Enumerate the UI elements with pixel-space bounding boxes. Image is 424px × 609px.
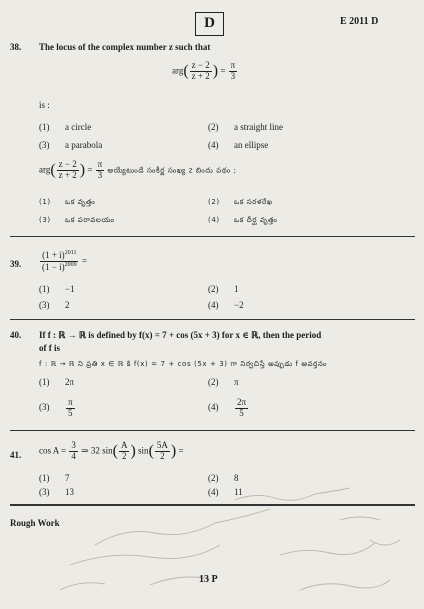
formula-denominator: z + 2 [191, 70, 210, 81]
q38-option-1[interactable]: (1) a circle [39, 122, 92, 132]
exam-code: E 2011 D [340, 16, 379, 27]
q39-option-4[interactable]: (4) −2 [208, 300, 244, 310]
question-40-number: 40. [10, 330, 22, 340]
question-38-text: The locus of the complex number z such that [39, 42, 211, 52]
q38-telugu-option-1[interactable]: (1) ఒక వృత్తం [39, 198, 96, 206]
q41-option-3[interactable]: (3) 13 [39, 487, 74, 497]
q38-option-2[interactable]: (2) a straight line [208, 122, 283, 132]
q39-option-3[interactable]: (3) 2 [39, 300, 70, 310]
q39-option-1[interactable]: (1) −1 [39, 284, 75, 294]
q38-telugu-option-2[interactable]: (2) ఒక సరళరేఖ [208, 198, 273, 206]
q40-option-1[interactable]: (1) 2π [39, 377, 75, 387]
divider-rough-work [10, 504, 415, 506]
q41-option-4[interactable]: (4) 11 [208, 487, 243, 497]
question-40-text-line1: If f : ℝ → ℝ is defined by f(x) = 7 + cos (5x + 3) for x ∈ ℝ, then the period [39, 330, 322, 340]
q40-option-3[interactable]: (3) $\frac{\pi}{5}$ [39, 397, 73, 418]
q40-option-4[interactable]: (4) $\frac{2\pi}{5}$ [208, 397, 247, 418]
q39-option-2[interactable]: (2) 1 [208, 284, 239, 294]
rough-work-label: Rough Work [10, 518, 60, 528]
booklet-code-box: D [195, 12, 224, 36]
q38-telugu-option-4[interactable]: (4) ఒక దీర్ఘ వృత్తం [208, 216, 278, 224]
question-38-formula: arg( $\frac{z - 2}{z + 2}$ ) = $\frac{\pi}{3}$ [172, 60, 236, 81]
formula-numerator: z − 2 [191, 60, 210, 70]
q40-option-2[interactable]: (2) π [208, 377, 239, 387]
q41-option-2[interactable]: (2) 8 [208, 473, 239, 483]
page-number: 13 P [199, 574, 218, 585]
q41-option-1[interactable]: (1) 7 [39, 473, 70, 483]
q38-option-4[interactable]: (4) an ellipse [208, 140, 269, 150]
question-41-formula: cos A = $\frac{3}{4}$ ⇒ 32 sin( $\frac{A}{2}$ ) sin( $\frac{5A}{2}$ ) = [39, 440, 184, 461]
question-39-number: 39. [10, 259, 22, 269]
question-38-number: 38. [10, 42, 22, 52]
question-39-formula: $\frac{(1 + i)^{2011}}{(1 - i)^{2009}}$ = [42, 250, 87, 272]
question-38-telugu-text: arg( $\frac{z - 2}{z + 2}$ ) = $\frac{\pi}{3}$ అయ్యేటుండే సంకీర్ణ సంఖ్య z బిందు పథం ; [39, 159, 237, 180]
divider-39-40 [10, 319, 415, 320]
divider-40-41 [10, 430, 415, 431]
divider-38-39 [10, 236, 415, 237]
q38-telugu-option-3[interactable]: (3) ఒక పరావలయం [39, 216, 115, 224]
q38-option-3[interactable]: (3) a parabola [39, 140, 103, 150]
question-40-text-line2: of f is [39, 343, 60, 353]
question-38-is-label: is : [39, 100, 50, 110]
question-40-telugu-text: f : ℝ → ℝ ని ప్రతి x ∈ ℝ కి f(x) = 7 + cos (5x + 3) గా నిర్వచిస్తే అప్పుడు f ఆవర్తనం [39, 360, 327, 368]
question-41-number: 41. [10, 450, 22, 460]
